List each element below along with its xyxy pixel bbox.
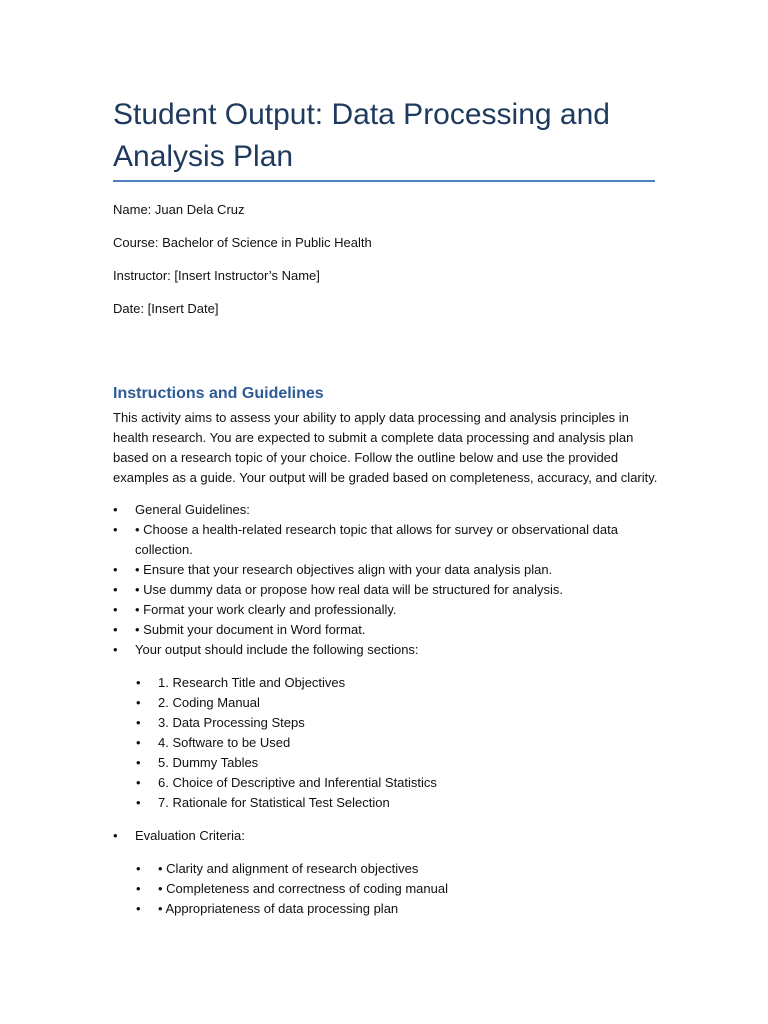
list-item	[113, 620, 655, 640]
list-item-text: • Appropriateness of data processing plan	[158, 901, 399, 916]
list-item	[136, 773, 658, 793]
bullet-icon: •	[136, 775, 141, 790]
bullet-icon: •	[113, 502, 118, 517]
list-item-text: 1. Research Title and Objectives	[158, 675, 346, 690]
list-item-text: General Guidelines:	[135, 502, 250, 517]
sections-list	[136, 673, 658, 813]
bullet-icon: •	[136, 675, 141, 690]
bullet-icon: •	[136, 881, 141, 896]
intro-paragraph: This activity aims to assess your ability to apply data processing and analysis principles in health research. You are expected to submit a complete data processing and analysis plan based on a research topic of your choice. Follow the outline below and use the provided examples as a guide. Your output will be graded based on completeness, accuracy, and clarity.	[113, 410, 658, 485]
list-item	[136, 899, 658, 919]
bullet-icon: •	[136, 901, 141, 916]
list-item	[136, 713, 658, 733]
bullet-icon: •	[136, 695, 141, 710]
course-line: Course: Bachelor of Science in Public Health	[113, 235, 372, 250]
evaluation-criteria-list	[136, 859, 658, 919]
list-item-text: 6. Choice of Descriptive and Inferential Statistics	[158, 775, 437, 790]
list-item	[136, 693, 658, 713]
date-line: Date: [Insert Date]	[113, 301, 219, 316]
list-item-text: 7. Rationale for Statistical Test Selection	[158, 795, 390, 810]
list-item	[136, 793, 658, 813]
list-item-text: • Ensure that your research objectives align with your data analysis plan.	[135, 562, 553, 577]
list-item-text: Your output should include the following sections:	[135, 642, 419, 657]
title-underline	[113, 180, 655, 182]
bullet-icon: •	[113, 562, 118, 577]
list-item-text: • Choose a health-related research topic that allows for survey or observational data collection.	[135, 522, 618, 557]
list-item	[136, 753, 658, 773]
list-item-text: • Completeness and correctness of coding manual	[158, 881, 448, 896]
bullet-icon: •	[136, 755, 141, 770]
list-item-text: • Use dummy data or propose how real data will be structured for analysis.	[135, 582, 563, 597]
list-item-text: 3. Data Processing Steps	[158, 715, 305, 730]
list-item	[113, 500, 655, 520]
bullet-icon: •	[136, 735, 141, 750]
list-item	[136, 879, 658, 899]
bullet-icon: •	[113, 582, 118, 597]
list-item-text: • Clarity and alignment of research objectives	[158, 861, 419, 876]
list-item	[136, 673, 658, 693]
list-item	[113, 640, 655, 660]
list-item	[113, 560, 655, 580]
guidelines-list	[113, 500, 655, 660]
list-item	[113, 520, 655, 560]
list-item	[113, 826, 655, 846]
bullet-icon: •	[136, 795, 141, 810]
bullet-icon: •	[113, 828, 118, 843]
evaluation-list	[113, 826, 655, 846]
list-item-text: 5. Dummy Tables	[158, 755, 259, 770]
bullet-icon: •	[113, 622, 118, 637]
list-item-text: • Format your work clearly and professionally.	[135, 602, 397, 617]
bullet-icon: •	[136, 715, 141, 730]
section-heading: Instructions and Guidelines	[113, 385, 324, 402]
list-item-text: 2. Coding Manual	[158, 695, 260, 710]
student-name: Name: Juan Dela Cruz	[113, 202, 245, 217]
bullet-icon: •	[136, 861, 141, 876]
list-item	[113, 600, 655, 620]
list-item-text: • Submit your document in Word format.	[135, 622, 366, 637]
list-item	[136, 859, 658, 879]
list-item	[136, 733, 658, 753]
list-item	[113, 580, 655, 600]
bullet-icon: •	[113, 522, 118, 537]
document-title: Student Output: Data Processing and Analysis Plan	[113, 98, 610, 173]
bullet-icon: •	[113, 602, 118, 617]
instructor-line: Instructor: [Insert Instructor’s Name]	[113, 268, 320, 283]
list-item-text: Evaluation Criteria:	[135, 828, 245, 843]
bullet-icon: •	[113, 642, 118, 657]
list-item-text: 4. Software to be Used	[158, 735, 291, 750]
